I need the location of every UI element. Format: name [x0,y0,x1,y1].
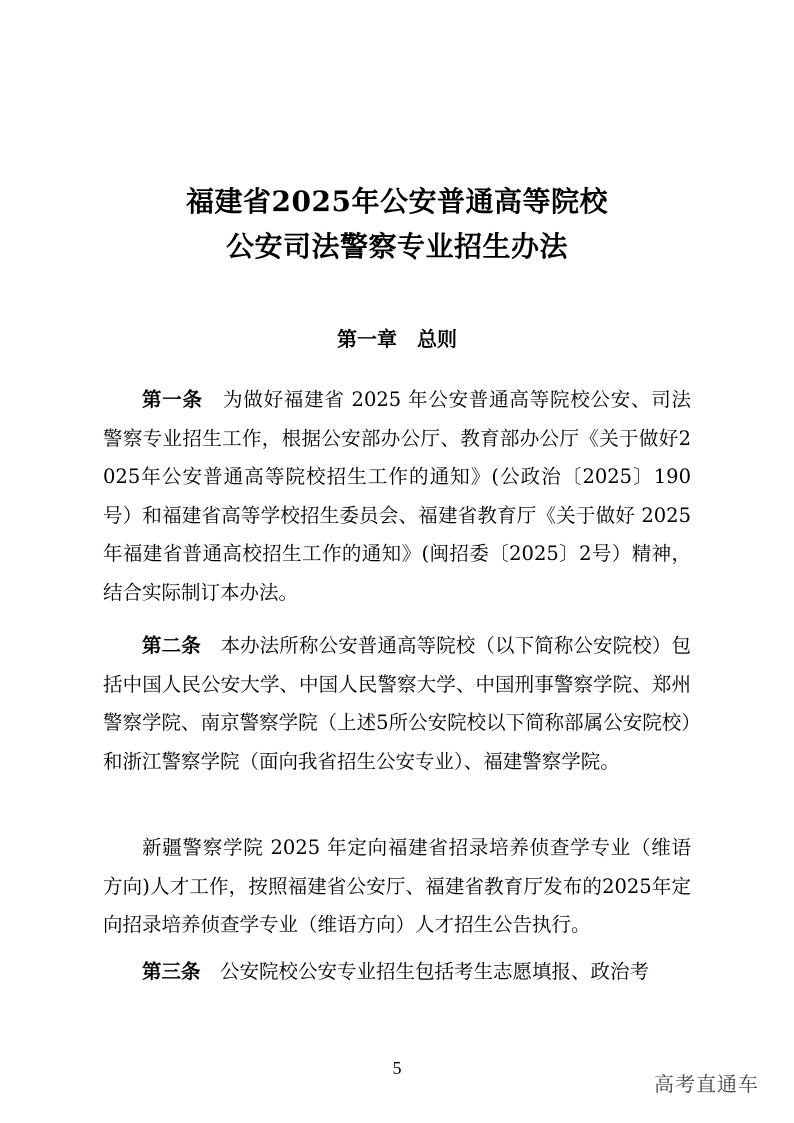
article-3-label: 第三条 [142,960,221,983]
article-2-paragraph [103,627,691,781]
article-2-label: 第二条 [142,634,221,657]
article-2-text: 本办法所称公安普通高等院校（以下简称公安院校）包括中国人民公安大学、中国人民警察大学、中国刑事警察学院、郑州警察学院、南京警察学院（上述5所公安院校以下简称部属公安院校）和浙江警察学院（面向我省招生公安专业）、福建警察学院。 [103,634,691,773]
xinjiang-paragraph [103,829,691,945]
document-title-line-2: 公安司法警察专业招生办法 [225,230,568,263]
article-3-text: 公安院校公安专业招生包括考生志愿填报、政治考 [220,960,650,983]
chapter-heading: 第一章 总则 [337,327,457,351]
article-3-paragraph [103,953,691,992]
page-number: 5 [392,1058,402,1078]
document-title-line-1: 福建省2025年公安普通高等院校 [186,185,608,218]
watermark-logo: 高考直通车 [654,1072,759,1096]
article-1-text: 为做好福建省 2025 年公安普通高等院校公安、司法警察专业招生工作，根据公安部办公厅、教育部办公厅《关于做好2025年公安普通高等院校招生工作的通知》(公政治〔2025〕190 号）和福建省高等学校招生委员会、福建省教育厅《关于做好 2025 年福建省普通高校招生工作的通知》(闽招委〔2025〕2号）精神，结合实际制订本办法。 [103,388,691,604]
article-1-paragraph [103,381,691,613]
xinjiang-paragraph-text: 新疆警察学院 2025 年定向福建省招录培养侦查学专业（维语方向)人才工作，按照福建省公安厅、福建省教育厅发布的2025年定向招录培养侦查学专业（维语方向）人才招生公告执行。 [103,836,691,937]
article-1-label: 第一条 [142,388,224,411]
